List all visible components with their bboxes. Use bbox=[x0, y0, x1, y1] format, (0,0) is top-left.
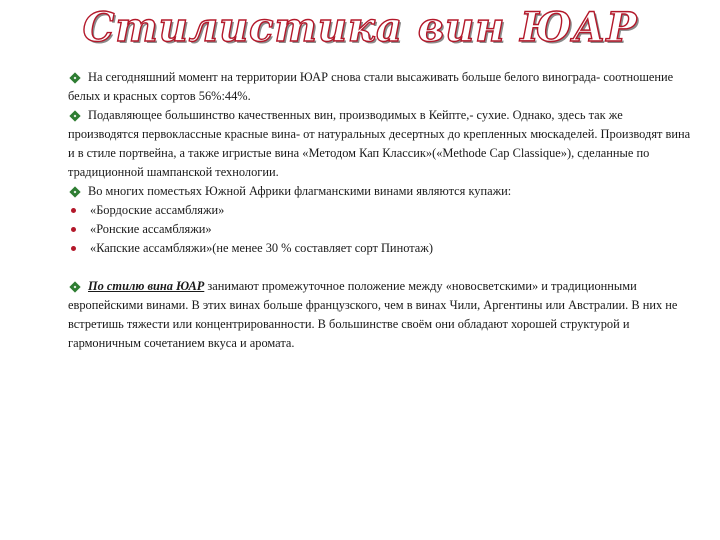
paragraph-text: занимают промежуточное положение между «новосветскими» и традиционными европейскими винами. В этих винах больше французского, чем в винах Чили, Аргентины или Австралии. В них не встретишь тяжести или концентрированности. В большинстве своём они обладают хорошей структурой и гармоничным сочетанием вкуса и аромата. bbox=[68, 279, 678, 350]
list-item-text: «Капские ассамбляжи»(не менее 30 % составляет сорт Пинотаж) bbox=[90, 241, 433, 255]
dot-bullet-icon bbox=[71, 246, 76, 251]
dot-bullet-icon bbox=[71, 227, 76, 232]
diamond-bullet-icon bbox=[69, 110, 80, 121]
slide-title: Стилистика вин ЮАР bbox=[82, 4, 638, 51]
list-item-cape-blend bbox=[68, 239, 696, 258]
diamond-bullet-icon bbox=[69, 281, 80, 292]
list-item-bordeaux-blend bbox=[68, 201, 696, 220]
dot-bullet-icon bbox=[71, 208, 76, 213]
style-lead-text: По стилю вина ЮАР bbox=[88, 279, 205, 293]
diamond-bullet-icon bbox=[69, 186, 80, 197]
list-item-text: «Ронские ассамбляжи» bbox=[90, 222, 212, 236]
diamond-bullet-icon bbox=[69, 72, 80, 83]
slide-content bbox=[68, 68, 696, 353]
paragraph-blends-intro bbox=[68, 182, 696, 201]
list-item-text: «Бордоские ассамбляжи» bbox=[90, 203, 225, 217]
paragraph-dry-wines bbox=[68, 106, 696, 182]
paragraph-text: Подавляющее большинство качественных вин, производимых в Кейпте,- сухие. Однако, здесь так же производятся первоклассные красные вина- от натуральных десертных до крепленных мюскаделей. Производят вина и в стиле портвейна, а также игристые вина «Методом Кап Классик»(«Methode Cap Classique»), сделанные по традиционной шампанской технологии. bbox=[68, 108, 691, 179]
paragraph-text: Во многих поместьях Южной Африки флагманскими винами являются купажи: bbox=[88, 184, 512, 198]
paragraph-wine-style bbox=[68, 277, 696, 353]
paragraph-text: На сегодняшний момент на территории ЮАР снова стали высаживать больше белого винограда- соотношение белых и красных сортов 56%:44%. bbox=[68, 70, 674, 103]
paragraph-white-grapes bbox=[68, 68, 696, 106]
list-item-rhone-blend bbox=[68, 220, 696, 239]
